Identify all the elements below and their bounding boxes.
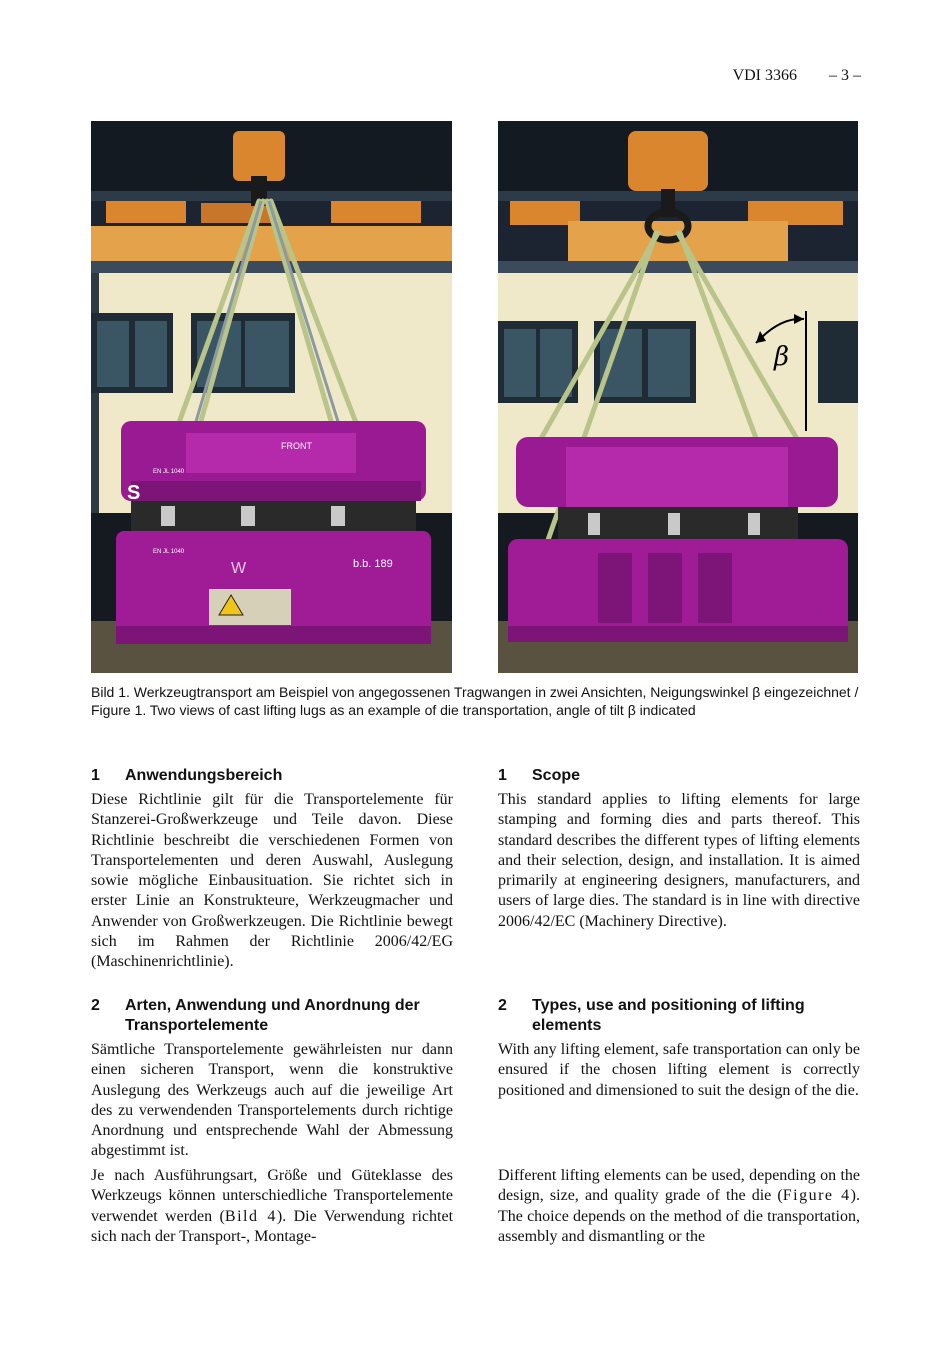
page-number: – 3 – (829, 67, 861, 84)
section-paragraph (498, 1166, 860, 1247)
section-heading (498, 766, 860, 786)
section-title: Types, use and positioning of lifting elements (532, 997, 805, 1034)
section-paragraph: Diese Richtlinie gilt für die Transportelemente für Stanzerei-Großwerkzeuge und Teile davon. Diese Richtlinie beschreibt die verschiedenen Formen von Transportelementen und deren Auswahl, Auslegung sowie mögliche Einbausituation. Sie richtet sich in erster Linie an Konstrukteure, Werkzeugmacher und Anwender von Großwerkzeugen. Die Richtlinie bewegt sich im Rahmen der Richtlinie 2006/42/EG (Maschinenrichtlinie). (91, 791, 453, 971)
figure-photo-right (498, 121, 858, 673)
section-number: 2 (91, 997, 100, 1014)
section-number: 1 (498, 767, 507, 784)
section-number: 1 (91, 767, 100, 784)
section-paragraph: This standard applies to lifting elements for large stamping and forming dies and parts thereof. This standard describes the different types of lifting elements and their selection, design, and installation. It is aimed primarily at engineering designers, manufacturers, and users of large dies. The standard is in line with directive 2006/42/EC (Machinery Directive). (498, 791, 860, 930)
section-paragraph (91, 1166, 453, 1247)
section-2-german (91, 996, 453, 1162)
paragraph-text: Je nach Ausführungsart, Größe und Güteklasse des Werkzeugs können unterschiedliche Transportelemente verwendet werden ( (91, 1167, 453, 1225)
section-paragraph: With any lifting element, safe transportation can only be ensured if the chosen lifting element is correctly positioned and dimensioned to suit the design of the die. (498, 1041, 860, 1099)
figure-caption (91, 683, 861, 719)
section-1-english (498, 766, 860, 932)
figure-reference-link[interactable]: Bild 4 (224, 1207, 277, 1225)
front-label: FRONT (281, 441, 312, 451)
section-2-english-paragraph-2 (498, 1162, 860, 1247)
figure-photo-left (91, 121, 452, 673)
material-label-upper: EN JL 1040 (153, 469, 185, 475)
page-header (733, 67, 861, 85)
material-label-lower: EN JL 1040 (153, 549, 185, 555)
angle-beta-label: β (774, 342, 790, 372)
section-paragraph: Sämtliche Transportelemente gewährleisten nur dann einen sicheren Transport, wenn die konstruktive Auslegung des Werkzeugs auch auf die jeweilige Art des zu verwendenden Transportelements durch richtige Anordnung und entsprechende Wahl der Abmessung abgestimmt ist. (91, 1041, 453, 1160)
section-2-english (498, 996, 860, 1101)
section-title: Arten, Anwendung und Anordnung der Transportelemente (125, 997, 420, 1034)
section-title: Scope (532, 767, 581, 784)
s-marking: S (127, 482, 141, 504)
section-2-german-paragraph-2 (91, 1162, 453, 1247)
section-heading (91, 766, 453, 786)
section-heading (91, 996, 453, 1036)
figure-reference-link[interactable]: Figure 4 (782, 1187, 851, 1205)
die-lifting-photo-side (498, 121, 858, 673)
section-1-german (91, 766, 453, 973)
section-title: Anwendungsbereich (125, 767, 283, 784)
w-marking: W (231, 560, 247, 577)
section-number: 2 (498, 997, 507, 1014)
caption-english: Figure 1. Two views of cast lifting lugs as an example of die transportation, angle of tilt β indicated (91, 702, 696, 718)
paragraph-text: ). Die Verwendung richtet sich nach der Transport-, Montage- (91, 1207, 454, 1245)
die-id-label: b.b. 189 (353, 558, 393, 570)
caption-german: Bild 1. Werkzeugtransport am Beispiel von angegossenen Tragwangen in zwei Ansichten, Neigungswinkel β eingezeichnet / (91, 684, 859, 700)
paragraph-text: Different lifting elements can be used, depending on the design, size, and quality grade of the die ( (498, 1167, 860, 1205)
standard-number: VDI 3366 (732, 67, 797, 84)
section-heading (498, 996, 860, 1036)
die-lifting-photo-front (91, 121, 452, 673)
paragraph-text: ). The choice depends on the method of die transportation, assembly and dismantling or the (498, 1187, 860, 1245)
